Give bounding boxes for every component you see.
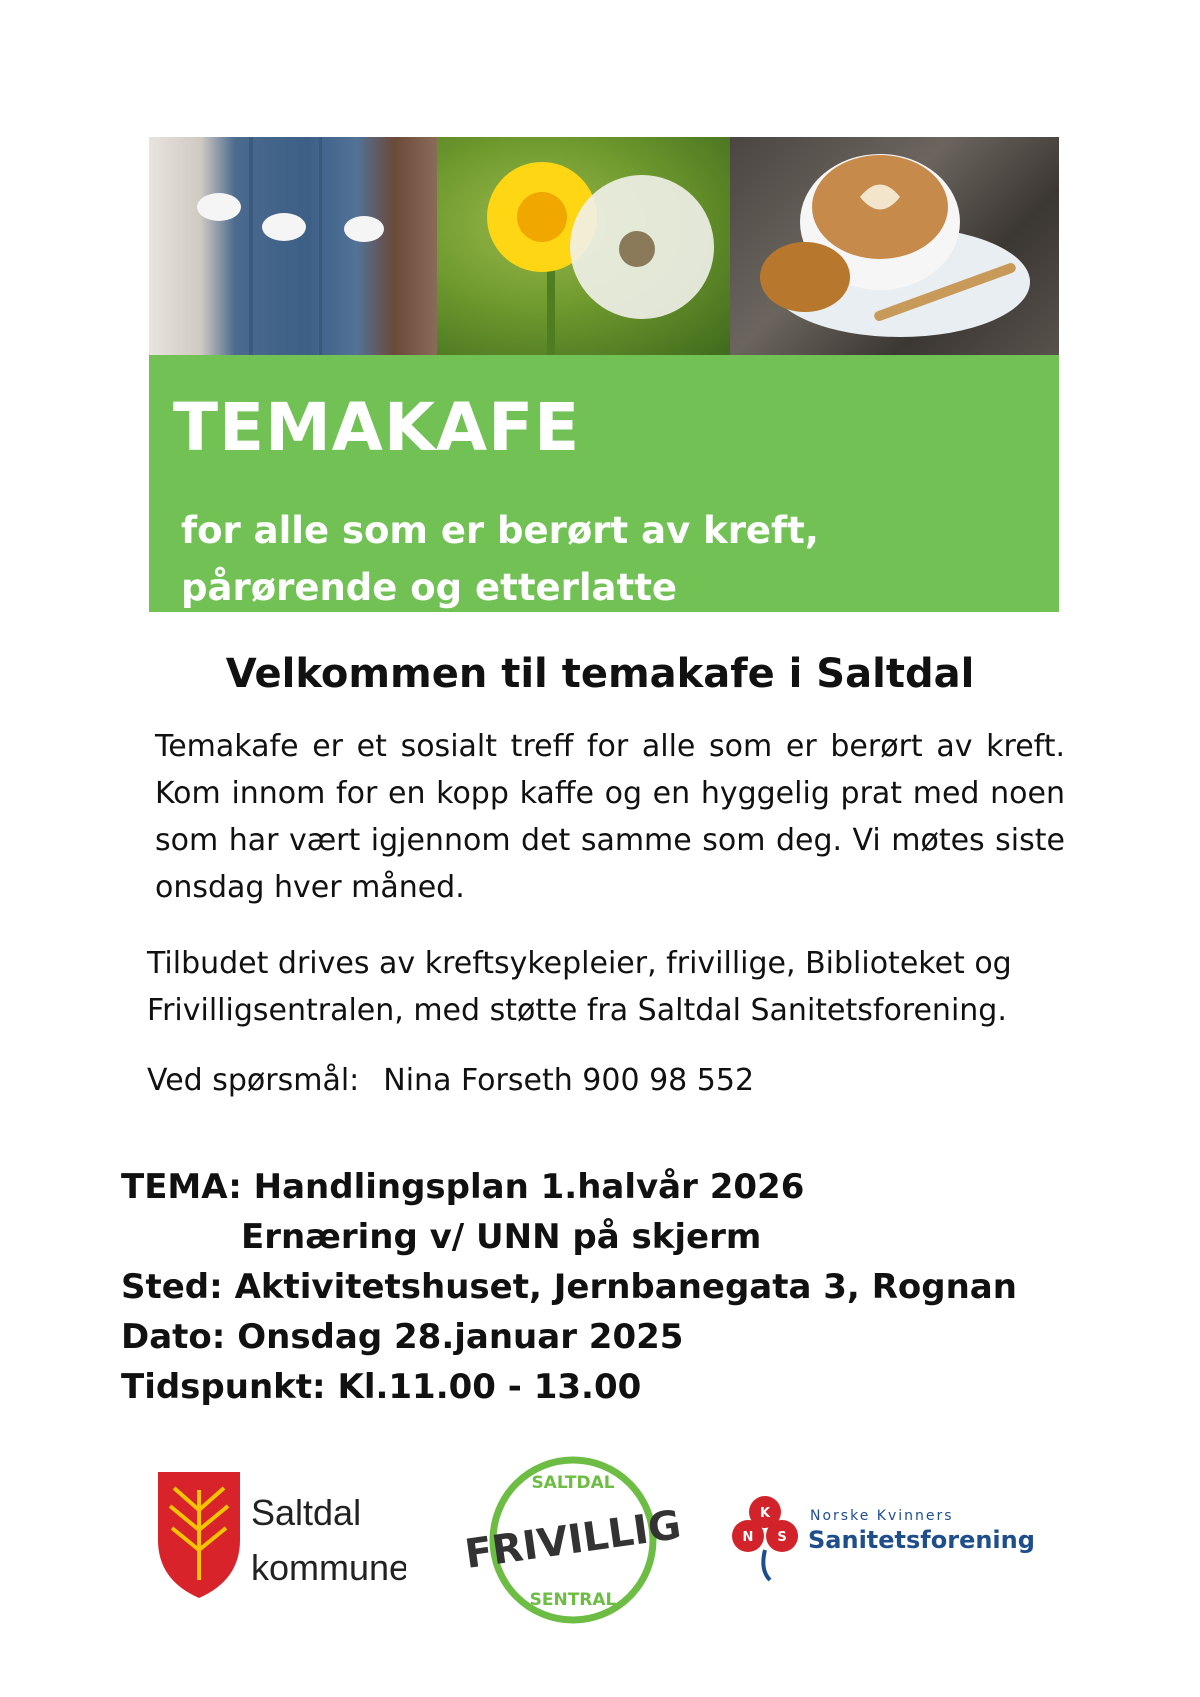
photo-people-with-coffee-cups [149,137,437,355]
operators-line-1: Tilbudet drives av kreftsykepleier, frivillige, Biblioteket og [147,946,1012,981]
contact-name-phone: Nina Forseth 900 98 552 [383,1063,755,1098]
frivillig-top-text: SALTDAL [531,1473,615,1493]
svg-text:K: K [759,1506,771,1521]
subtitle-line-2: pårørende og etterlatte [181,566,677,609]
detail-tema: TEMA: Handlingsplan 1.halvår 2026 [121,1167,805,1207]
event-subtitle [181,502,819,616]
saltdal-coat-of-arms-icon [156,1470,406,1610]
nks-clover-icon [730,1490,1050,1590]
operators-line-2: Frivilligsentralen, med støtte fra Saltdal Sanitetsforening. [147,993,1007,1028]
contact-label: Ved spørsmål: [147,1063,360,1098]
event-details [121,1162,1017,1412]
header-photo-strip [149,137,1059,355]
photo-dandelion [437,137,730,355]
nks-line-2: Sanitetsforening [808,1526,1035,1554]
frivillig-bottom-text: SENTRAL [529,1590,617,1610]
frivillig-main-text: FRIVILLIG [462,1502,684,1578]
nks-line-1: Norske Kvinners [810,1508,954,1524]
people-cups-illustration [149,137,437,355]
frivillig-sentral-logo [455,1440,695,1640]
photo-cappuccino-cookie [730,137,1059,355]
detail-tema-line-2: Ernæring v/ UNN på skjerm [241,1217,762,1257]
saltdal-kommune-logo [156,1470,406,1610]
dandelion-illustration [437,137,730,355]
svg-text:N: N [742,1530,754,1545]
frivillig-badge-icon [455,1440,695,1640]
detail-dato: Dato: Onsdag 28.januar 2025 [121,1317,684,1357]
detail-tidspunkt: Tidspunkt: Kl.11.00 - 13.00 [121,1367,642,1407]
cappuccino-illustration [730,137,1059,355]
subtitle-line-1: for alle som er berørt av kreft, [181,509,819,552]
saltdal-line-2: kommune [251,1547,406,1588]
event-title: TEMAKAFE [173,389,581,466]
saltdal-line-1: Saltdal [251,1492,362,1533]
svg-text:S: S [777,1530,787,1545]
nks-logo [730,1490,1050,1590]
operators-paragraph [147,940,1107,1034]
welcome-heading: Velkommen til temakafe i Saltdal [225,651,975,697]
intro-paragraph: Temakafe er et sosialt treff for alle som er berørt av kreft. Kom innom for en kopp kaffe og en hyggelig prat med noen som har vært igjennom det samme som deg. Vi møtes siste onsdag hver måned. [155,729,1065,905]
detail-sted: Sted: Aktivitetshuset, Jernbanegata 3, Rognan [121,1267,1017,1307]
contact-line [147,1057,754,1104]
